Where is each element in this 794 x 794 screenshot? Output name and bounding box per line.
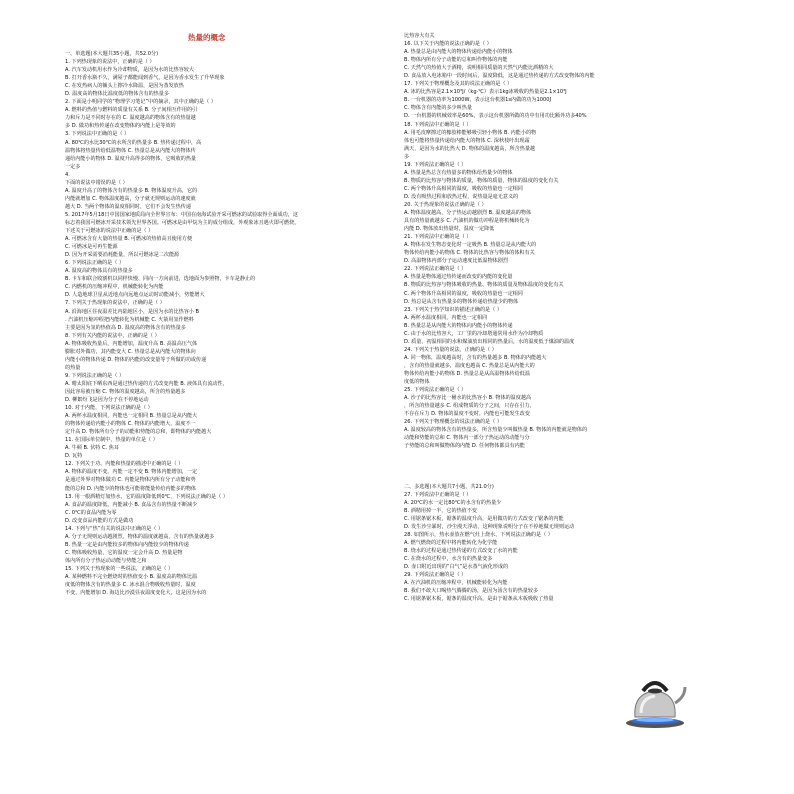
text-line: 定升高 D. 物体所有分子的动能和势能的总和，即物体的内能越大 (65, 429, 212, 436)
text-line: 21. 下列说法中正确的是（ ） (404, 234, 472, 241)
text-line: D. 人造地球卫星从近地点向远地点运动时动能减小，势能增大 (65, 292, 205, 299)
text-line: A. 热量总是由内能大的物体传递给内能小的物体 (404, 49, 513, 56)
text-line: 下述关于可燃冰的说法中正确的是（ ） (65, 228, 154, 235)
text-line: C. 物体吸收热量，它的温度一定会升高 D. 热量是物 (65, 549, 183, 556)
text-line: D. 温度高的物体比温度低的物体含有的热量多 (65, 91, 169, 98)
text-line: A. 两杯水温度相同，内能也一定相同 (404, 314, 488, 321)
text-line: B. 酒精用掉一半，它的热值不变 (404, 507, 477, 514)
text-line: 体也可能将热量传递给内能大的物体 C. 深秋枝叶出现霜 (404, 137, 530, 144)
text-line: 一、单选题(本大题共35小题，共52.0分) (65, 51, 159, 57)
text-line: 24. 下列关于热量的说法，正确的是（ ） (404, 346, 497, 353)
text-line: D. 柳絮纷飞是因为分子在不停地运动 (65, 397, 149, 404)
text-line: 度低的物体含有的热量多 C. 冰水混合物吸收热量时，温度 (65, 582, 196, 589)
text-line: 17. 下列关于物理概念及其的说法正确的是（ ） (404, 81, 513, 88)
text-line: ，含有的热量就越多，温度也越高 C. 热量总是从内能大的 (404, 362, 535, 369)
text-line: 不存在斥力 D. 物体的温度不变时，内能也可能发生改变 (404, 411, 530, 418)
text-line: B. 我们不敢大口喝热气腾腾的汤，是因为汤含有的热量较多 (404, 588, 539, 595)
text-line: 14. 下列与“热”有关的说法中正确的是（ ） (65, 525, 164, 532)
text-line: 29. 下列说法正确的是（ ） (404, 572, 467, 579)
text-line: B. 一台机器的功率为1000W，表示这台机器1s内做的功为1000J (404, 97, 551, 104)
text-line: 因此容易被压缩 C. 物体的温度越高，所含的热量越多 (65, 388, 186, 395)
text-line: A. 物体的温度不变，内能一定不变 B. 物体内能增加，一定 (65, 469, 198, 476)
text-line: A. 20℃的水一定比80℃的水含有的热量少 (404, 499, 502, 506)
text-line: A. 冰的比热容是2.1×10³J/（kg·℃）表示1kg冰吸收的热量是2.1×10³J (404, 89, 567, 96)
text-line: C. 天然气的热值大于酒精，说明相同质量的天然气内能比酒精的大 (404, 65, 554, 72)
text-line: D. 瓦特 (65, 453, 83, 460)
text-line: 18. 下列说法中正确的是（ ） (404, 121, 472, 128)
text-line: 一定多 (65, 163, 81, 170)
text-line: 不变，内能增加 D. 海边比沙漠昼夜温度变化大，这是因为水的 (65, 590, 207, 597)
text-line: A. 两杯水温度相同，内能也一定相同 B. 热量总是从内能大 (65, 413, 198, 420)
text-line: C. 用锯条锯木板，锯条的温度升高，是由于锯条从木板吸收了热量 (404, 596, 554, 603)
text-line: 4. (65, 171, 70, 178)
text-line: 力和斥力是不同时存在的 C. 温度越高的物体含有的热量越 (65, 115, 196, 122)
text-line: D. 因为开采需要消耗能量，所以可燃冰是二次能源 (65, 252, 180, 259)
text-line (404, 467, 734, 475)
text-line: 能的总和 D. 内能少的物体也可能将能量传给内能多的物体 (65, 485, 197, 492)
text-line: 16. 以下关于内能的说法正确的是（ ） (404, 41, 492, 48)
text-line: A. 热量是热总含有热量多的物体给热量少的物体 (404, 169, 513, 176)
text-line: 内能就增加 C. 物体温度越高，分子就无规则运动的速度就 (65, 195, 196, 202)
text-line: D. 质量、初温相同的水和煤油放出相同的热量后，水的温度低于煤油的温度 (404, 338, 575, 345)
text-line: 的物体传递给内能小的物体 C. 物体的内能增大，温度不一 (65, 421, 196, 428)
text-line: 具有的热量就越多 C. 汽油机的做功冲程是将机械转化为 (404, 218, 530, 225)
text-line: A. 某种燃料不完全燃烧时的热值变小 B. 温度高的物体比温 (65, 574, 198, 581)
text-line: 满天，是因为水的比热大 D. 物体的温度越高，所含热量越 (404, 145, 536, 152)
text-line: 28. 如图所示，热水壶放在燃气灶上烧水，下列说法正确的是（ ） (404, 531, 553, 538)
text-line: A. 80℃的水比30℃的水所含的热量多 B. 热传递过程中，高 (65, 139, 202, 146)
text-line: B. 热量一定是由内能较多的物体向内能较少的物体传递 (65, 541, 189, 548)
text-line: 度低的物体 (404, 379, 430, 386)
text-line: C. 在烧水的过程中，水含有的热量变多 (404, 556, 493, 563)
text-line: C. 0℃的食品内能为零 (65, 509, 117, 516)
text-line: C. 由于水的比热容大，工厂里的冷却塔通常用水作为冷却物质 (404, 330, 544, 337)
text-line: B. 卡车和联合收割机以同样快慢、同向一方向前进，选地面为参照物，卡车是静止的 (65, 276, 256, 283)
text-line: A. 在汽油机的压缩冲程中，机械能转化为内能 (404, 580, 508, 587)
text-line: 26. 下列关于物理概念的说法正确的是（ ） (404, 419, 502, 426)
text-line: D. 壶口附近出现的“白气”是水蒸气液化形成的 (404, 564, 509, 571)
text-line: 1. 下列热现象的说法中，正确的是（ ） (65, 59, 155, 66)
text-line: A. 燃料的热值与燃料的质量有关系 B. 分子间相互作用的引 (65, 107, 198, 114)
text-line: 膨胀对外做功，其内能变大 C. 热量总是从内能大的物体向 (65, 348, 196, 355)
text-line: 5. 2017年5月18日中国国家地质局向全世界宣布：中国在南海试验开采可燃冰的试验取得全面成功，这 (65, 211, 298, 218)
text-line: 标志着我国可燃冰开采技术领先世界各国。可燃冰是由甲烷为主的成分组成，外观象冰且遇火即可燃烧， (65, 219, 300, 226)
text-line: 温物体将热量传给低温物体 C. 热量总是从内能大的物体传 (65, 147, 196, 154)
left-column (65, 50, 385, 597)
text-line: 8. 下列有关内能的说法中，正确的是（ ） (65, 332, 160, 339)
text-line: A. 燃气燃烧的过程中将内能转化为化学能 (404, 539, 498, 546)
text-line (404, 475, 734, 483)
text-line: A. 汽车发动机用水作为冷却物质，是因为水的比热容较大 (65, 67, 194, 74)
text-line: 越大 D. 当两个物体的温度相同时，它们不会发生热传递 (65, 203, 191, 210)
text-line: D. 高温物体内部分子运动速度比低温物体剧烈 (404, 258, 508, 265)
text-line: A. 热量是物体通过热传递而改变的内能的变化量 (404, 274, 513, 281)
text-line: 比热容大有关 (404, 33, 435, 39)
text-line: D. 食品放入电冰箱中一段时间后，温度降低，这是通过热传递的方式改变物体的内能 (404, 73, 595, 80)
text-line: A. 温度高的物体具有的热量多 (65, 268, 133, 275)
text-line: A. 温度较高的物体含有的热量多，所含热量少叫做热量 B. 物体的内能就是物体的 (404, 427, 588, 434)
text-line: 10. 对于内能，下列说法正确的是（ ） (65, 405, 153, 412)
text-line (404, 458, 734, 466)
text-line: C. 两个物体升高相同的温度，吸收的热量也一定相同 (404, 290, 523, 297)
text-line: 9. 下列说法正确的是（ ） (65, 372, 125, 379)
text-line: A. 食品的温度降低，内能减小 B. 食品含有的热量不断减少 (65, 501, 198, 508)
text-line: C. 内燃机的压缩冲程中，机械能转化为内能 (65, 284, 164, 291)
text-line: A. 可燃冰含有大量的热量 B. 可燃冰的热值高且使用方便 (65, 236, 193, 243)
text-line: 下面的说法中错误的是（ ） (65, 179, 128, 186)
text-line: 内能 D. 物体放出热量时，温度一定降低 (404, 226, 495, 233)
text-line: B. 热量总是从内能大的物体向内能小的物体传递 (404, 322, 513, 329)
text-line: 递给内能小的物体 D. 温度升高得多的物体，它吸收的热量 (65, 155, 197, 162)
text-line (404, 450, 734, 458)
text-line: A. 物体吸收热量后，内能增加，温度升高 B. 高温高压气体 (65, 340, 198, 347)
text-line: 主要是因为氢的热值高 D. 温度高的物体含有的热量多 (65, 324, 186, 331)
text-line: 子势能的总和叫做物体的内能 D. 任何物体都具有内能 (404, 443, 525, 450)
text-line: 物体传给内能小的物体 D. 热量总是从高温物体传给低温 (404, 370, 530, 377)
text-line: A. 晴太阳底下晒东西是通过热传递的方式改变内能 B. 液体具有流动性， (65, 380, 228, 387)
text-line: 体内所有分子热运动动能与势能之和 (65, 557, 147, 564)
right-column (404, 32, 734, 603)
text-line: B. 物质的比热容与物体吸收的热量、物体的质量及物体温度的变化有关 (404, 282, 564, 289)
text-line: B. 打开香水瓶不久，满屋子都能闻到香气，是因为香水发生了升华现象 (65, 75, 225, 82)
text-line: A. 沙子的比热容比一桶水的比热容小 B. 物体的温度越高 (404, 395, 532, 402)
text-line: 6. 下列说法正确的是（ ） (65, 260, 125, 267)
text-line: C. 在发热病人的额头上擦冷水降温，是因为蒸发放热 (65, 83, 184, 90)
text-line: 27. 下列说法中正确的是（ ） (404, 491, 472, 498)
page-title: 热量的概念 (188, 33, 226, 42)
text-line: 的热量 (65, 364, 81, 371)
text-line: 22. 下列说法正确的是（ ） (404, 266, 467, 273)
text-line: D. 发生沙尘暴时，沙尘漫天浮动，这种现象说明分子在不停地做无规则运动 (404, 523, 575, 530)
text-line: D. 热总是从含有热量多的物体传递给热量少的物体 (404, 298, 519, 305)
kettle-on-stove-icon (623, 673, 687, 729)
text-line: A. 温度升高了的物体含有的热量多 B. 物体温度升高，它的 (65, 187, 198, 194)
text-line: 多 D. 做功和热传递在改变物体的内能上是等效的 (65, 123, 176, 130)
text-line: 20. 关于热现象的说法正确的是（ ） (404, 201, 487, 208)
text-line: C. 两个物体升高相同的温度，吸收的热量也一定相同 (404, 185, 523, 192)
text-line: 物体传给内能小的物体 C. 物体的比热容与物体的体积有关 (404, 250, 535, 257)
text-line: . 汽油机压缩冲程把内能转化为机械能 C. 火箭用氢作燃料 (65, 316, 194, 323)
text-line: A. 物体在发生物态变化时一定吸热 B. 热量总是从内能大的 (404, 242, 537, 249)
text-line: B. 物体内所有分子动能的总和叫作物体的内能 (404, 57, 508, 64)
text-line: C. 用锯条锯木板，锯条的温度升高，是用做功的方式改变了锯条的内能 (404, 515, 564, 522)
text-line: 多 (404, 153, 410, 160)
text-line: 二、多选题(本大题共7小题，共21.0分) (404, 483, 494, 490)
text-line: 23. 下列关于热学知识的描述正确的是（ ） (404, 306, 502, 313)
text-line: 7. 下列关于热现象的说法中，正确的是（ ） (65, 300, 165, 307)
text-line: 12. 下列关于功、内能和热量的描述中正确的是（ ） (65, 461, 184, 468)
text-line: C. 物体含有内能的多少叫热量 (404, 105, 472, 112)
text-line: A. 牛顿 B. 伏特 C. 焦耳 (65, 445, 119, 452)
text-line: B. 物质的比热容与物体的质量，物体的质量，物体的温度的变化有关 (404, 177, 559, 184)
text-line: 动能和势能的总和 C. 物体内一部分子热运动的动能与分 (404, 435, 530, 442)
text-line: A. 分子无规则运动越剧烈，物体的温度就越高，含有的热量就越多 (65, 533, 215, 540)
text-line: 13. 用一根酒精灯加热水，它的温度降低到0℃，下列说法正确的是（ ） (65, 493, 228, 500)
text-line: A. 同一物体，温度越高时，含有的热量越多 B. 物体的内能越大 (404, 354, 547, 361)
text-line: 2. 下面是小明同学的“物理学习笔记”中的摘录，其中正确的是（ ） (65, 99, 216, 106)
text-line: 3. 下列说法中正确的是（ ） (65, 131, 130, 138)
text-line: 内能小的物体传递 D. 物体的内能的改变量等于所做的功或传递 (65, 356, 207, 363)
text-line: 15. 下列关于热现象的一些说法，正确的是（ ） (65, 566, 174, 572)
text-line: 25. 下列说法正确的是（ ） (404, 387, 467, 394)
text-line: C. 可燃冰是可再生能源 (65, 244, 118, 251)
text-line: 19. 下列说法正确的是（ ） (404, 161, 467, 168)
text-line: B. 烧水的过程是通过热传递的方式改变了水的内能 (404, 548, 518, 554)
text-line: 是通过外界对物体做功 C. 内能是物体内所有分子动能和势 (65, 477, 196, 484)
text-line: D. 没有吸热过程和放热过程，说热量是毫无意义的 (404, 193, 519, 200)
text-line: D. 改变食品内能的方式是做功 (65, 517, 134, 524)
text-line: A. 用毛皮摩擦过的橡胶棒能够吸引轻小物体 B. 内能小的物 (404, 129, 537, 136)
text-line: D. 一台机器的机械效率是60%，表示这台机器所做的功中有用功比额外功多40% (404, 113, 587, 120)
text-line: ，所含的热量越多 C. 组成物质的分子之间，只存在引力， (404, 403, 535, 410)
text-line: 11. 在国际单位制中，热量的单位是（ ） (65, 437, 158, 444)
text-line: A. 沿海地区昼夜温差比内陆地区小，是因为水的比热容小 B (65, 308, 199, 315)
text-line: A. 物体温度越高，分子热运动越剧烈 B. 温度越高的物体 (404, 210, 532, 217)
